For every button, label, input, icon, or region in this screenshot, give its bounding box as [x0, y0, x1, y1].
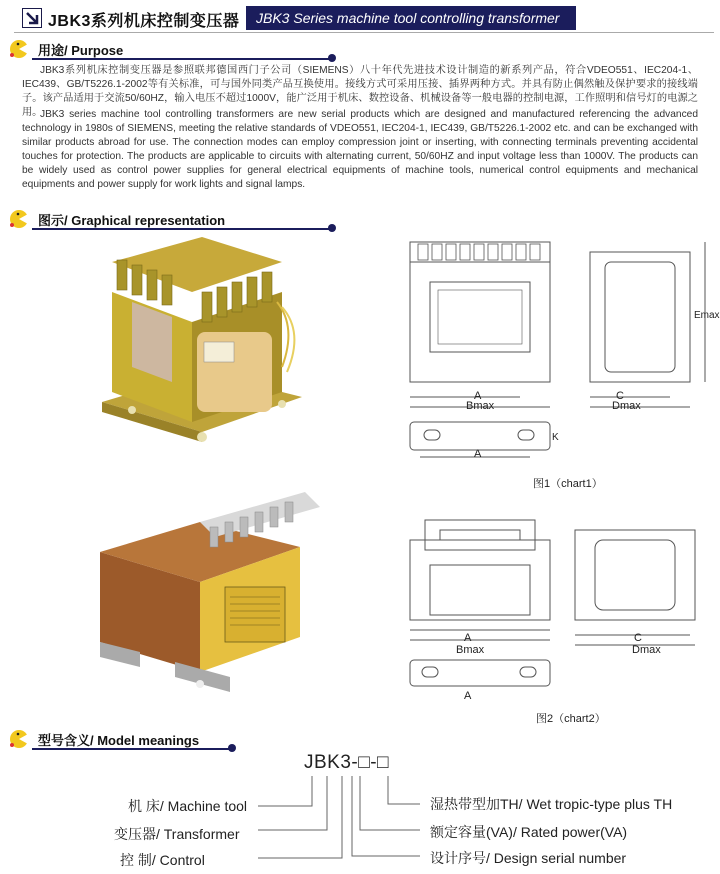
section-graphical-label: 图示/ Graphical representation: [38, 213, 226, 228]
model-left-item-1: 机 床/ Machine tool: [128, 798, 248, 814]
section-underline-dot: [328, 224, 336, 232]
transformer-photo-2: [80, 492, 330, 702]
chart2-drawing: [400, 510, 720, 710]
model-right-item-3: 设计序号/ Design serial number: [430, 850, 627, 866]
section-underline-dot: [328, 54, 336, 62]
dim-label-a: A: [474, 390, 482, 402]
pacman-icon: [8, 728, 30, 750]
dim-label-emax: Emax: [694, 310, 720, 321]
dim-label-bmax: Bmax: [466, 400, 495, 412]
model-left-item-3: 控 制/ Control: [120, 852, 205, 868]
model-left-item-2: 变压器/ Transformer: [114, 826, 240, 842]
section-underline-dot: [228, 744, 236, 752]
chart1-caption: 图1（chart1）: [533, 478, 603, 490]
page-title-en: JBK3 Series machine tool controlling transformer: [246, 6, 576, 30]
section-model-heading: [8, 728, 248, 750]
pacman-icon: [8, 38, 30, 60]
model-right-item-1: 湿热带型加TH/ Wet tropic-type plus TH: [430, 796, 673, 812]
dim-label-a-bottom: A: [474, 448, 482, 460]
dim-label-k: K: [552, 432, 559, 443]
model-code: JBK3-□-□: [304, 752, 390, 773]
section-underline: [32, 748, 232, 750]
dim-label-dmax-2: Dmax: [632, 644, 661, 656]
purpose-text-en: JBK3 series machine tool controlling transformers are new serial products which are designed and manufactured referencing the advanced technology in 1980s of SIEMENS, meeting the relative standards of VDEO551, IEC204-1, IEC439, GB/T5226.1-2002 etc. and can be exchanged with similar products abroad for use. The connection modes can employ compression joint or inserting, with connecting terminals preventing accidental touches for protection. The products are applicable to circuits with alternating current, 50/60HZ and input voltage less than 1000V. The products can be widely used as control power supplies for general electrical equipments of machine tools, numerical control equipments and mechanical equipments and power supply for work lights and signal lamps.: [22, 109, 698, 190]
arrow-icon: [22, 8, 42, 28]
section-purpose-label: 用途/ Purpose: [38, 43, 124, 58]
section-underline: [32, 58, 332, 60]
section-underline: [32, 228, 332, 230]
dim-label-bmax-2: Bmax: [456, 644, 485, 656]
chart2-caption: 图2（chart2）: [536, 713, 606, 725]
dim-label-a-2-bottom: A: [464, 690, 472, 702]
section-graphical-heading: [8, 208, 348, 230]
section-model-label: 型号含义/ Model meanings: [38, 733, 200, 748]
transformer-photo-1: [92, 232, 322, 467]
model-right-item-2: 额定容量(VA)/ Rated power(VA): [430, 824, 628, 840]
purpose-text-cn: JBK3系列机床控制变压器是参照联邦德国西门子公司（SIEMENS）八十年代先进技术设计制造的新系列产品，符合VDEO551、IEC204-1、IEC439、GB/T5226.1-2002等有关标准，可与国外同类产品互换使用。接线方式可采用压接、插界两种方式。并具有防止偶然触及保护要求的接线端子。该产品适用于交流50/60HZ，输入电压不超过1000V，能广泛用于机床、数控设备、机械设备等一般电器的控制电源，工作照明和信号灯的电源之用。: [22, 65, 698, 118]
header-divider: [14, 32, 714, 33]
dim-label-c: C: [616, 390, 624, 402]
page-title-cn: JBK3系列机床控制变压器: [48, 13, 240, 30]
chart1-drawing: [400, 232, 720, 472]
section-purpose-heading: [8, 38, 338, 60]
dim-label-a-2: A: [464, 632, 472, 644]
dim-label-dmax: Dmax: [612, 400, 641, 412]
page-header: [14, 6, 714, 32]
dim-label-c-2: C: [634, 632, 642, 644]
pacman-icon: [8, 208, 30, 230]
